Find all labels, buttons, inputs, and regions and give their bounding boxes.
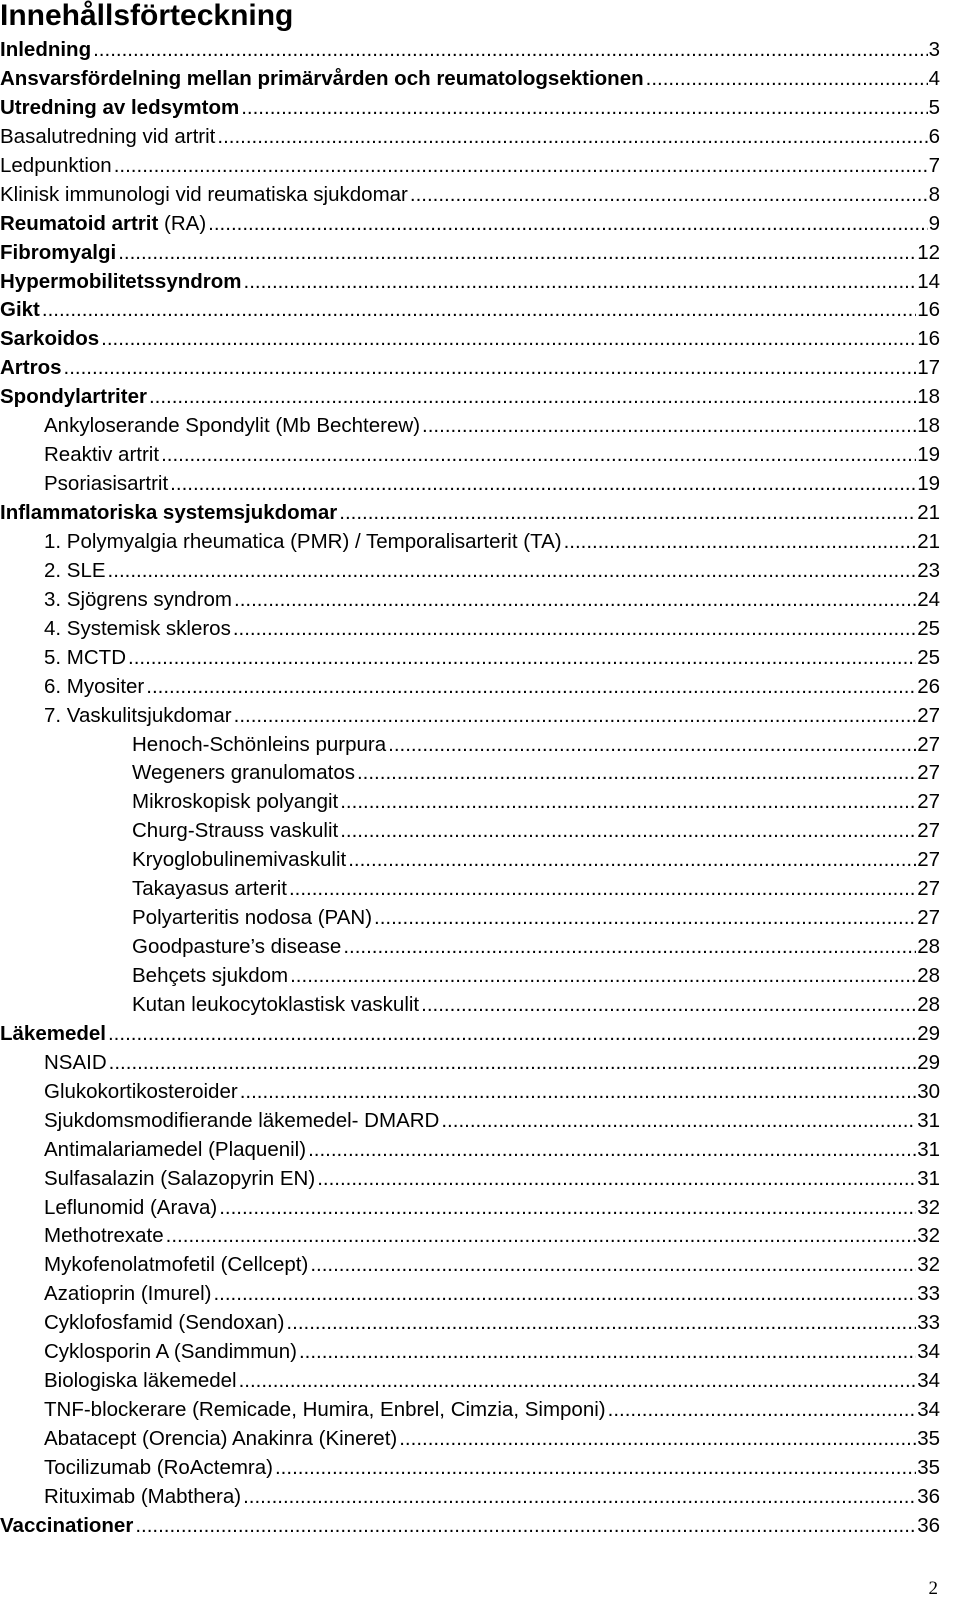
toc-entry-text: Methotrexate — [44, 1224, 164, 1248]
dot-leader — [93, 36, 927, 65]
toc-entry[interactable] — [0, 1107, 940, 1136]
dot-leader — [646, 65, 928, 94]
toc-entry-page: 8 — [928, 182, 940, 206]
toc-entry[interactable] — [0, 1396, 940, 1425]
toc-entry[interactable] — [0, 1512, 940, 1541]
toc-entry-page: 9 — [928, 211, 940, 235]
dot-leader — [233, 615, 916, 644]
toc-entry-text: Cyklosporin A (Sandimmun) — [44, 1340, 297, 1364]
toc-entry[interactable] — [0, 65, 940, 94]
toc-entry-page: 29 — [917, 1050, 940, 1074]
toc-entry-text: Behçets sjukdom — [132, 964, 289, 987]
toc-entry-heading: Hypermobilitetssyndrom — [0, 269, 242, 293]
toc-entry-page: 6 — [928, 124, 940, 148]
toc-entry[interactable] — [0, 1020, 940, 1049]
toc-entry-label — [44, 1396, 606, 1425]
toc-entry-page: 5 — [928, 95, 940, 119]
toc-entry-text: Psoriasisartrit — [44, 472, 169, 496]
dot-leader — [244, 268, 917, 297]
toc-entry-label — [132, 846, 346, 875]
toc-entry[interactable] — [0, 1309, 940, 1338]
toc-entry-label — [132, 962, 288, 991]
dot-leader — [234, 702, 917, 731]
toc-entry[interactable] — [0, 210, 940, 239]
toc-entry-page: 34 — [917, 1398, 940, 1422]
dot-leader — [170, 470, 916, 499]
toc-entry-text: Klinisk immunologi vid reumatiska sjukdomar — [0, 182, 408, 206]
toc-entry[interactable] — [0, 557, 940, 586]
toc-entry-page: 27 — [917, 848, 940, 872]
toc-entry-page: 21 — [917, 501, 940, 524]
toc-entry[interactable] — [0, 673, 940, 702]
dot-leader — [441, 1107, 916, 1136]
toc-entry-page: 31 — [917, 1166, 940, 1190]
toc-entry-heading: Vaccinationer — [0, 1513, 134, 1537]
toc-entry[interactable] — [0, 1454, 940, 1483]
toc-entry[interactable] — [0, 731, 940, 760]
toc-entry[interactable] — [0, 412, 940, 441]
toc-entry-page: 31 — [917, 1137, 940, 1161]
dot-leader — [317, 1165, 916, 1194]
toc-entry-heading: Gikt — [0, 298, 40, 322]
dot-leader — [114, 152, 928, 181]
toc-entry-page: 30 — [917, 1079, 940, 1103]
toc-entry-label — [44, 702, 232, 731]
toc-entry-label — [44, 1367, 237, 1396]
dot-leader — [166, 1222, 917, 1251]
toc-entry-label — [44, 470, 168, 499]
toc-entry-page: 27 — [917, 761, 940, 785]
toc-entry-text: Ankyloserande Spondylit (Mb Bechterew) — [44, 414, 421, 438]
toc-entry[interactable] — [0, 615, 940, 644]
toc-entry-label — [132, 817, 338, 846]
toc-entry-label — [0, 239, 116, 268]
toc-entry[interactable] — [0, 1425, 940, 1454]
dot-leader — [241, 94, 927, 123]
toc-entry-label — [44, 1222, 164, 1251]
dot-leader — [42, 296, 916, 325]
dot-leader — [289, 875, 916, 904]
toc-entry[interactable] — [0, 1251, 940, 1280]
toc-entry[interactable] — [0, 441, 940, 470]
toc-entry-label — [44, 1136, 306, 1165]
dot-leader — [234, 586, 916, 615]
toc-entry-heading: Inledning — [0, 38, 92, 61]
dot-leader — [239, 1367, 917, 1396]
toc-entry-label — [44, 557, 106, 586]
toc-entry-text: Takayasus arterit — [132, 877, 287, 901]
toc-entry-label — [44, 644, 126, 673]
toc-entry[interactable] — [0, 94, 940, 123]
dot-leader — [243, 1483, 916, 1512]
dot-leader — [348, 846, 916, 875]
toc-entry-label — [0, 296, 40, 325]
dot-leader — [128, 644, 916, 673]
toc-entry-page: 12 — [917, 240, 940, 264]
dot-leader — [564, 528, 917, 557]
toc-title: Innehållsförteckning — [0, 0, 294, 32]
toc-entry-text: Basalutredning vid artrit — [0, 124, 216, 148]
toc-entry-heading: Reumatoid artrit — [0, 211, 159, 235]
toc-entry-page: 35 — [917, 1427, 940, 1450]
dot-leader — [290, 962, 916, 991]
toc-entry-label — [44, 673, 144, 702]
toc-entry[interactable] — [0, 1165, 940, 1194]
toc-entry[interactable] — [0, 759, 940, 788]
toc-entry-page: 28 — [917, 935, 940, 959]
toc-entry[interactable] — [0, 1136, 940, 1165]
toc-entry-page: 34 — [917, 1340, 940, 1364]
toc-entry-text: 1. Polymyalgia rheumatica (PMR) / Temporalisarterit (TA) — [44, 529, 562, 553]
dot-leader — [422, 412, 916, 441]
toc-entry-text: 6. Myositer — [44, 674, 145, 698]
toc-entry-page: 32 — [917, 1224, 940, 1248]
toc-entry[interactable] — [0, 383, 940, 412]
toc-entry-page: 32 — [917, 1195, 940, 1219]
toc-entry-label — [0, 123, 215, 152]
toc-entry-text: Ledpunktion — [0, 153, 112, 177]
toc-entry[interactable] — [0, 817, 940, 846]
toc-entry-page: 3 — [928, 38, 940, 61]
dot-leader — [101, 325, 916, 354]
dot-leader — [161, 441, 916, 470]
toc-entry-label — [44, 586, 232, 615]
dot-leader — [240, 1078, 916, 1107]
toc-entry-label — [0, 325, 99, 354]
toc-entry-page: 18 — [917, 385, 940, 409]
toc-entry-page: 27 — [917, 877, 940, 901]
toc-entry-text: Goodpasture’s disease — [132, 935, 342, 959]
toc-entry-page: 35 — [917, 1455, 940, 1479]
toc-entry-page: 33 — [917, 1282, 940, 1306]
toc-entry-heading: Läkemedel — [0, 1021, 106, 1045]
toc-entry-text: Azatioprin (Imurel) — [44, 1282, 212, 1306]
toc-entry-page: 27 — [917, 906, 940, 930]
toc-entry-label — [44, 412, 420, 441]
toc-entry-text: (RA) — [158, 211, 207, 235]
toc-entry-page: 4 — [928, 66, 940, 90]
toc-entry-page: 27 — [917, 790, 940, 814]
toc-entry-label — [44, 528, 562, 557]
dot-leader — [357, 759, 916, 788]
toc-entry-page: 28 — [917, 964, 940, 987]
dot-leader — [275, 1454, 916, 1483]
dot-leader — [339, 499, 916, 528]
toc-entry-label — [44, 1107, 439, 1136]
toc-entry-page: 34 — [917, 1369, 940, 1393]
toc-entry-page: 19 — [917, 443, 940, 467]
dot-leader — [421, 991, 916, 1020]
dot-leader — [64, 354, 917, 383]
toc-entry-page: 24 — [917, 587, 940, 611]
toc-entry[interactable] — [0, 239, 940, 268]
toc-entry-label — [44, 615, 231, 644]
toc-entry-heading: Inflammatoriska systemsjukdomar — [0, 501, 338, 524]
toc-entry-text: Reaktiv artrit — [44, 443, 160, 467]
toc-entry-label — [132, 875, 287, 904]
toc-entry-page: 14 — [917, 269, 940, 293]
toc-entry-text: 5. MCTD — [44, 645, 126, 669]
dot-leader — [109, 1049, 917, 1078]
toc-entry-text: Biologiska läkemedel — [44, 1369, 237, 1393]
toc-entry-page: 27 — [917, 819, 940, 843]
toc-entry-heading: Ansvarsfördelning mellan primärvården och reumatologsektionen — [0, 66, 644, 90]
dot-leader — [308, 1136, 916, 1165]
table-of-contents — [0, 36, 940, 1541]
toc-entry-text: Churg-Strauss vaskulit — [132, 819, 339, 843]
toc-entry-label — [44, 1338, 297, 1367]
toc-entry[interactable] — [0, 268, 940, 297]
toc-entry[interactable] — [0, 152, 940, 181]
toc-entry-label — [132, 991, 419, 1020]
dot-leader — [108, 557, 917, 586]
toc-entry[interactable] — [0, 702, 940, 731]
toc-entry-label — [44, 441, 159, 470]
toc-entry-label — [132, 933, 341, 962]
page-number: 2 — [928, 1578, 938, 1599]
dot-leader — [608, 1396, 917, 1425]
toc-entry-label — [0, 383, 147, 412]
toc-entry[interactable] — [0, 962, 940, 991]
toc-entry-page: 19 — [917, 472, 940, 496]
toc-entry[interactable] — [0, 354, 940, 383]
toc-entry-label — [0, 499, 337, 528]
toc-entry[interactable] — [0, 1367, 940, 1396]
toc-entry[interactable] — [0, 875, 940, 904]
dot-leader — [340, 817, 916, 846]
toc-entry[interactable] — [0, 1049, 940, 1078]
toc-entry-label — [44, 1049, 107, 1078]
toc-entry-page: 33 — [917, 1311, 940, 1335]
toc-entry-page: 25 — [917, 616, 940, 640]
toc-entry-text: Glukokortikosteroider — [44, 1079, 238, 1103]
toc-entry-label — [0, 65, 644, 94]
toc-entry[interactable] — [0, 1194, 940, 1223]
toc-entry-page: 27 — [917, 703, 940, 727]
toc-entry-text: Leflunomid (Arava) — [44, 1195, 218, 1219]
toc-entry[interactable] — [0, 1280, 940, 1309]
toc-entry[interactable] — [0, 846, 940, 875]
toc-entry-page: 31 — [917, 1108, 940, 1132]
dot-leader — [310, 1251, 916, 1280]
dot-leader — [108, 1020, 916, 1049]
dot-leader — [219, 1194, 916, 1223]
toc-entry-label — [44, 1483, 241, 1512]
toc-entry-label — [44, 1454, 273, 1483]
toc-entry[interactable] — [0, 325, 940, 354]
toc-entry-label — [0, 210, 206, 239]
dot-leader — [340, 788, 916, 817]
dot-leader — [135, 1512, 916, 1541]
toc-entry-heading: Utredning av ledsymtom — [0, 95, 240, 119]
dot-leader — [286, 1309, 916, 1338]
toc-entry-text: Mykofenolatmofetil (Cellcept) — [44, 1253, 309, 1277]
toc-entry-label — [132, 731, 386, 760]
toc-entry-text: Tocilizumab (RoActemra) — [44, 1455, 273, 1479]
dot-leader — [399, 1425, 916, 1454]
toc-entry-label — [0, 268, 242, 297]
dot-leader — [388, 731, 916, 760]
dot-leader — [343, 933, 916, 962]
toc-entry[interactable] — [0, 470, 940, 499]
toc-entry-text: Kutan leukocytoklastisk vaskulit — [132, 992, 420, 1016]
toc-entry-heading: Spondylartriter — [0, 385, 147, 409]
toc-entry-label — [0, 354, 62, 383]
dot-leader — [149, 383, 916, 412]
toc-entry[interactable] — [0, 123, 940, 152]
dot-leader — [410, 181, 928, 210]
toc-entry[interactable] — [0, 528, 940, 557]
dot-leader — [213, 1280, 916, 1309]
toc-entry-label — [0, 181, 408, 210]
toc-entry-label — [132, 788, 338, 817]
toc-entry-page: 21 — [917, 529, 940, 553]
toc-entry-text: Antimalariamedel (Plaquenil) — [44, 1137, 307, 1161]
dot-leader — [374, 904, 916, 933]
toc-entry-page: 7 — [928, 153, 940, 177]
toc-entry[interactable] — [0, 904, 940, 933]
toc-entry-text: Henoch-Schönleins purpura — [132, 732, 387, 756]
toc-entry[interactable] — [0, 1483, 940, 1512]
toc-entry[interactable] — [0, 296, 940, 325]
toc-entry-page: 16 — [917, 327, 940, 351]
dot-leader — [146, 673, 916, 702]
toc-entry-page: 27 — [917, 732, 940, 756]
toc-entry-text: TNF-blockerare (Remicade, Humira, Enbrel, Cimzia, Simponi) — [44, 1398, 606, 1422]
toc-entry-text: 2. SLE — [44, 558, 106, 582]
toc-entry[interactable] — [0, 1338, 940, 1367]
toc-entry-heading: Artros — [0, 356, 62, 380]
toc-entry[interactable] — [0, 788, 940, 817]
toc-entry-text: Cyklofosfamid (Sendoxan) — [44, 1311, 285, 1335]
toc-entry-page: 36 — [917, 1484, 940, 1508]
toc-entry[interactable] — [0, 933, 940, 962]
toc-entry-page: 17 — [917, 356, 940, 380]
toc-entry-label — [0, 94, 239, 123]
toc-entry-label — [0, 1020, 106, 1049]
toc-entry-text: Mikroskopisk polyangit — [132, 790, 339, 814]
toc-entry-label — [44, 1078, 238, 1107]
toc-entry-label — [44, 1309, 284, 1338]
toc-entry-text: 3. Sjögrens syndrom — [44, 587, 233, 611]
toc-entry-text: 7. Vaskulitsjukdomar — [44, 703, 232, 727]
toc-entry[interactable] — [0, 586, 940, 615]
toc-entry-heading: Sarkoidos — [0, 327, 100, 351]
toc-entry[interactable] — [0, 1222, 940, 1251]
toc-entry-text: Polyarteritis nodosa (PAN) — [132, 906, 373, 930]
dot-leader — [208, 210, 927, 239]
toc-entry-label — [0, 152, 112, 181]
toc-entry[interactable] — [0, 36, 940, 65]
toc-entry-label — [0, 36, 91, 65]
dot-leader — [118, 239, 916, 268]
toc-entry[interactable] — [0, 644, 940, 673]
toc-entry-label — [44, 1280, 211, 1309]
toc-entry-text: Rituximab (Mabthera) — [44, 1484, 242, 1508]
toc-entry-page: 32 — [917, 1253, 940, 1277]
toc-entry-text: Abatacept (Orencia) Anakinra (Kineret) — [44, 1427, 398, 1450]
toc-entry-heading: Fibromyalgi — [0, 240, 117, 264]
toc-entry-page: 18 — [917, 414, 940, 438]
toc-entry-page: 26 — [917, 674, 940, 698]
toc-entry[interactable] — [0, 181, 940, 210]
toc-entry[interactable] — [0, 499, 940, 528]
toc-entry-page: 29 — [917, 1021, 940, 1045]
dot-leader — [299, 1338, 916, 1367]
toc-entry-text: NSAID — [44, 1050, 107, 1074]
toc-entry-page: 28 — [917, 992, 940, 1016]
toc-entry-label — [44, 1425, 397, 1454]
toc-entry-label — [44, 1165, 315, 1194]
toc-entry-page: 16 — [917, 298, 940, 322]
toc-entry-label — [132, 904, 372, 933]
toc-entry-text: 4. Systemisk skleros — [44, 616, 231, 640]
dot-leader — [217, 123, 927, 152]
toc-entry-label — [0, 1512, 133, 1541]
toc-entry-text: Sjukdomsmodifierande läkemedel- DMARD — [44, 1108, 440, 1132]
toc-entry[interactable] — [0, 1078, 940, 1107]
toc-entry-page: 36 — [917, 1513, 940, 1537]
toc-entry-page: 23 — [917, 558, 940, 582]
toc-entry-text: Wegeners granulomatos — [132, 761, 355, 785]
toc-entry-label — [132, 759, 355, 788]
toc-entry-page: 25 — [917, 645, 940, 669]
toc-entry-label — [44, 1194, 217, 1223]
toc-entry-text: Sulfasalazin (Salazopyrin EN) — [44, 1166, 316, 1190]
toc-entry-label — [44, 1251, 308, 1280]
toc-entry[interactable] — [0, 991, 940, 1020]
toc-entry-text: Kryoglobulinemivaskulit — [132, 848, 347, 872]
